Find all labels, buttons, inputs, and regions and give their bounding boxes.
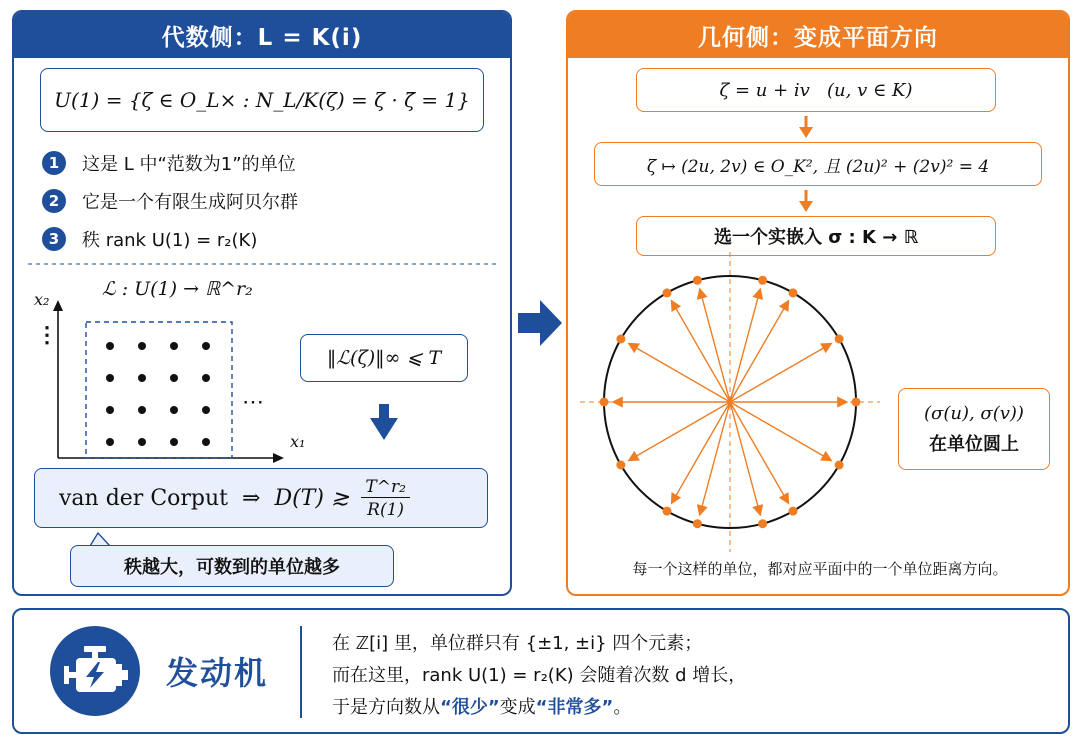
lattice-point [202,438,210,446]
lattice-point [138,374,146,382]
summary-line-3 [332,692,746,724]
down-arrow-icon [370,418,398,440]
lattice-point [170,342,178,350]
unit-circle-point [616,335,625,344]
geometric-side-title-text: 几何侧：变成平面方向 [698,24,938,51]
direction-vector [730,344,831,403]
step-arrow-2-icon [799,201,813,212]
growth-fraction [361,477,410,520]
summary-line-1: 在 ℤ[i] 里，单位群只有 {±1, ±i} 四个元素； [332,633,703,654]
unit-circle-point [835,335,844,344]
direction-vector [730,301,789,402]
rank-callout-text: 秩越大，可数到的单位越多 [124,557,340,578]
unit-circle-point [789,507,798,516]
direction-vector [700,402,730,515]
rank-callout [70,545,394,587]
horizontal-dots: ⋯ [242,390,264,415]
step-arrow-1-icon [799,127,813,138]
implies-symbol: ⇒ [242,485,261,511]
summary-line-3-start: 于是方向数从 [332,697,440,718]
unit-circle-point [789,288,798,297]
unit-circle-point [852,398,861,407]
list-item-2-text: 它是一个有限生成阿贝尔群 [82,192,298,213]
number-badge-3: 3 [42,227,66,251]
direction-vector [629,402,730,461]
unit-circle-point [758,276,767,285]
bounded-region [86,322,232,458]
circle-label-coordinates: (σ(u), σ(v)) [924,402,1024,424]
lattice-point [202,374,210,382]
lattice-point [138,438,146,446]
number-badge-2: 2 [42,189,66,213]
lattice-point [170,438,178,446]
step-3: 选一个实嵌入 σ : K → ℝ [713,227,918,248]
vertical-dots: ⋮ [36,322,58,348]
lattice-point [138,406,146,414]
unit-circle-point [693,519,702,528]
unit-circle-point [663,288,672,297]
highlight-many: “非常多” [535,697,614,718]
x-axis-arrow-icon [273,453,284,463]
unit-circle-point [616,461,625,470]
down-arrow-shaft [379,404,389,418]
engine-summary-text [332,628,746,724]
lattice-points [106,342,210,446]
direction-vector [730,402,789,503]
list-item-1-text: 这是 L 中“范数为1”的单位 [82,154,296,175]
unit-circle-diagram [568,12,1070,596]
summary-line-2: 而在这里，rank U(1) = r₂(K) 会随着次数 d 增长， [332,665,747,686]
norm-bound: ‖ℒ(ζ)‖∞ ⩽ T [326,347,442,369]
direction-vector [730,289,760,402]
lattice-point [170,406,178,414]
number-badge-1: 1 [42,151,66,175]
van-der-corput-label: van der Corput [59,485,229,511]
lattice-point [202,406,210,414]
unit-circle-point [758,519,767,528]
summary-line-3-middle: 变成 [499,697,536,718]
direction-vector [730,402,831,461]
direction-vector [672,301,731,402]
unit-circle-point [693,276,702,285]
step-1: ζ = u + iv (u, v ∈ K) [719,79,913,101]
circle-label-text: 在单位圆上 [929,433,1019,455]
fraction-denominator: R(1) [367,499,405,520]
geometric-side-panel [566,10,1070,596]
engine-icon [50,626,140,716]
geometric-caption [568,558,1070,579]
direction-vector [629,344,730,403]
norm-bound-box [300,334,468,382]
right-arrow-icon [540,300,562,346]
list-item-3-text: 秩 rank U(1) = r₂(K) [82,230,258,251]
lattice-point [138,342,146,350]
geometric-caption-text: 每一个这样的单位，都对应平面中的一个单位距离方向。 [632,560,1008,578]
van-der-corput-box [34,468,488,528]
step-2: ζ ↦ (2u, 2v) ∈ O_K², 且 (2u)² + (2v)² = 4 [646,156,990,177]
counting-function: D(T) ≳ [274,485,350,511]
unit-group-definition: U(1) = {ζ ∈ O_L× : N_L/K(ζ) = ζ · ζ̄ = 1} [54,88,470,112]
engine-divider [300,626,302,718]
right-arrow-shaft [518,313,540,333]
circle-label-box [898,388,1050,470]
summary-line-3-end: 。 [613,697,632,718]
x1-axis-label: x₁ [290,432,306,451]
unit-circle-point [600,398,609,407]
fraction-numerator: T^r₂ [361,477,410,498]
direction-vector [700,289,730,402]
lattice-point [106,406,114,414]
log-embedding-map: ℒ : U(1) → ℝ^r₂ [102,278,253,300]
direction-vector [730,402,760,515]
left-to-right-arrow [514,296,566,350]
algebraic-side-title-text: 代数侧：L = K(i) [161,24,363,51]
lattice-point [106,342,114,350]
lattice-point [202,342,210,350]
y-axis-arrow-icon [53,300,63,311]
engine-summary-panel [12,608,1070,734]
x2-axis-label: x₂ [34,290,50,309]
lattice-point [106,438,114,446]
unit-circle-point [835,461,844,470]
algebraic-side-panel [12,10,512,596]
lattice-point [170,374,178,382]
highlight-few: “很少” [440,697,500,718]
lattice-point [106,374,114,382]
engine-label: 发动机 [166,654,269,692]
direction-vector [672,402,731,503]
unit-circle-point [663,507,672,516]
